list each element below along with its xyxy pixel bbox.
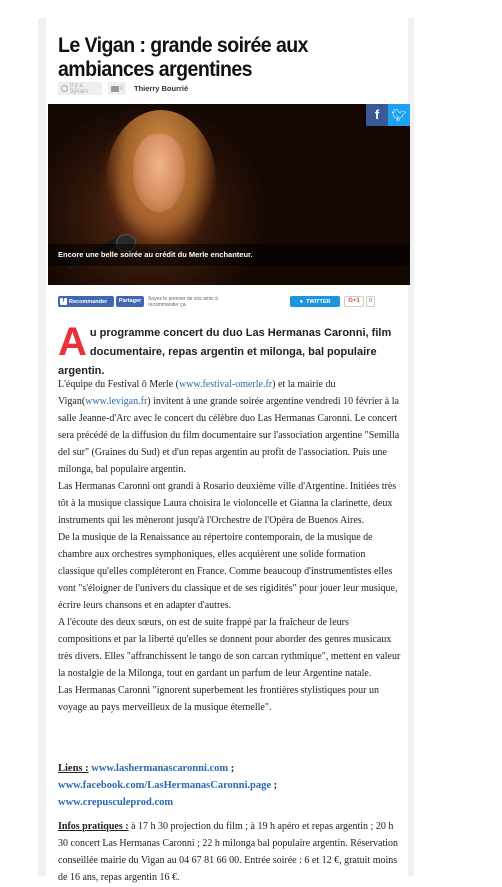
link-crepusculeprod[interactable]: www.crepusculeprod.com [58,797,174,808]
twitter-button[interactable] [290,296,340,307]
facebook-recommend-button[interactable] [58,296,114,307]
publish-time-label: Il y a 5years [69,82,88,95]
paragraph: A l'écoute des deux sœurs, on est de suite frappé par la fraîcheur de leurs compositions et par la liberté qu'elles se donnent pour aborder des genres musicaux très divers. Elles "affranchissent le tango de son carcan rythmique", mettent en valeur la nostalgie de la Milonga, tout en gardant un parfum de leur Argentine natale. [58,617,401,679]
article-photo [48,104,410,285]
facebook-icon: f [60,298,67,305]
link-separator: ; [228,763,235,774]
comment-count[interactable] [108,82,126,95]
paragraph-text: ) et la mairie du Vigan( [58,379,336,407]
comment-icon [111,86,119,92]
link-facebook-page[interactable]: www.facebook.com/LasHermanasCaronni.page [58,780,272,791]
paragraph [58,376,404,478]
practical-info [58,818,404,886]
paragraph-text: ) invitent à une grande soirée argentine vendredi 10 février à la salle Jeanne-d'Arc avec le concert du célèbre duo Las Hermanas Caronni. Le concert sera précédé de la diffusion du film documentaire sur l'association argentine "Semilla del sur" (Graines du Sud) et d'un repas argentin au profit de l'association. Puis une milonga, bal populaire argentin. [58,396,400,475]
link-lashermanascaronni[interactable]: www.lashermanascaronni.com [91,763,229,774]
paragraph-text: L'équipe du Festival ô Merle ( [58,379,179,390]
link-separator: ; [271,780,278,791]
facebook-social-text: Soyez le premier de vos amis à recommander ça. [148,296,218,308]
paragraph: De la musique de la Renaissance au répertoire contemporain, de la musique de chambre aux orchestres symphoniques, elles acquièrent une solide formation classique qu'elles compléteront en France. Comme beaucoup d'instrumentistes elles vont "s'éloigner de l'univers du classique et de ses rigidités" pour jouer leur musique, écrire leurs chansons et en adapter d'autres. [58,532,398,611]
google-plus-count: 0 [366,296,375,307]
levigan-link[interactable]: www.levigan.fr [85,396,148,407]
twitter-icon: ● [299,298,304,305]
clock-icon [61,85,68,92]
paragraph: Las Hermanas Caronni "ignorent superbement les frontières stylistiques pour un voyage au pays merveilleux de la musique éternelle". [58,685,379,713]
article-lead [58,320,402,380]
facebook-recommend-label: Recommander [69,298,108,305]
practical-info-label: Infos pratiques : [58,821,129,832]
links-section [58,760,404,811]
links-label: Liens : [58,763,89,774]
article-title: Le Vigan : grande soirée aux ambiances argentines [58,34,308,81]
twitter-share-icon[interactable]: 🐦︎ [388,104,410,126]
page-gutter-left [38,18,46,876]
author-name[interactable]: Thierry Bourrié [134,84,189,93]
festival-link[interactable]: www.festival-omerle.fr [178,379,273,390]
twitter-label: TWITTER [306,298,331,305]
social-bar [58,296,398,310]
facebook-share-icon[interactable]: f [366,104,388,126]
comment-count-label: 0 [119,85,124,92]
paragraph: Las Hermanas Caronni ont grandi à Rosario deuxième ville d'Argentine. Initiées très tôt à la musique classique Laura choisira le violoncelle et Gianna la clarinette, deux instruments qui les mèneront jusqu'à l'Orchestre de l'Opéra de Buenos Aires. [58,481,397,526]
article-meta [58,82,188,95]
google-plus-button[interactable]: G+1 [344,296,364,307]
publish-time [58,82,102,95]
facebook-share-button[interactable]: Partager [116,296,144,307]
photo-caption: Encore une belle soirée au crédit du Merle enchanteur. [48,244,410,266]
lead-text: u programme concert du duo Las Hermanas Caronni, film documentaire, repas argentin et milonga, bal populaire argentin. [58,327,392,377]
photo-subject-face [133,134,185,212]
drop-cap: A [58,320,87,364]
article-body [58,376,404,716]
practical-info-text: à 17 h 30 projection du film ; à 19 h apéro et repas argentin ; 20 h 30 concert Las Hermanas Caronni ; 22 h milonga bal populaire argentin. Réservation conseillée mairie du Vigan au 04 67 81 66 00. Entrée soirée : 6 et 12 €, gratuit moins de 16 ans, repas argentin 16 €. [58,821,398,883]
